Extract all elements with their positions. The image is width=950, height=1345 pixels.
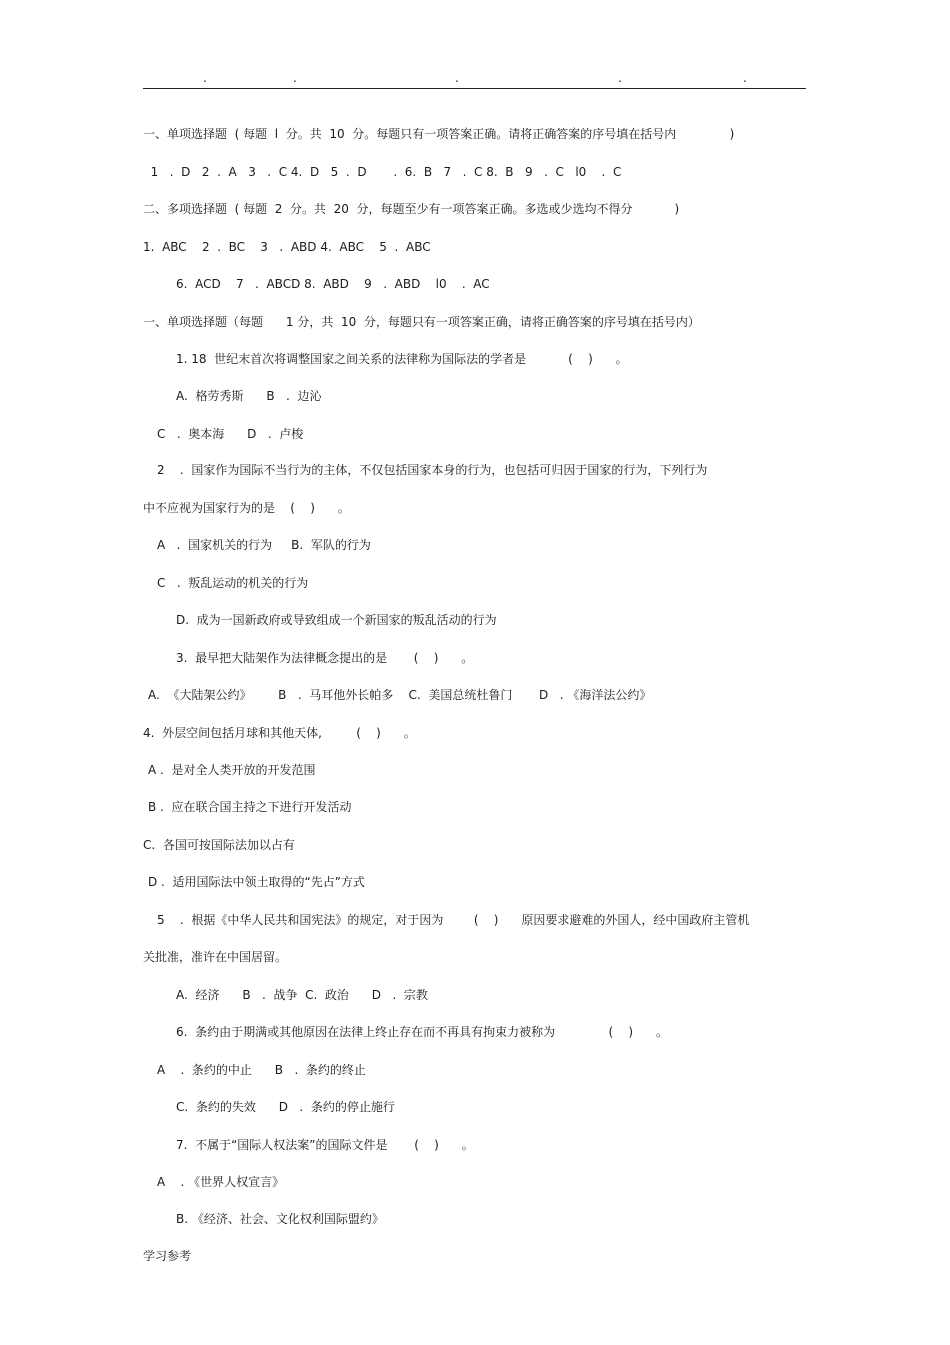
question-1-options-ab: A. 格劳秀斯 B . 边沁: [176, 389, 322, 403]
question-2-options-ab: A . 国家机关的行为 B. 军队的行为: [157, 538, 371, 552]
question-4-option-d: D . 适用国际法中领土取得的“先占”方式: [148, 875, 365, 889]
question-2-option-c: C . 叛乱运动的机关的行为: [157, 576, 309, 590]
question-4-option-a: A . 是对全人类开放的开发范围: [148, 763, 316, 777]
question-4-option-c: C. 各国可按国际法加以占有: [143, 838, 295, 852]
question-5-line-1: 5 . 根据《中华人民共和国宪法》的规定，对于因为 ( ) 原因要求避难的外国人，经中国政府主管机: [157, 913, 750, 927]
question-3: 3. 最早把大陆架作为法律概念提出的是 ( ) 。: [176, 651, 474, 665]
header-dot: .: [743, 71, 747, 85]
question-7: 7. 不属于“国际人权法案”的国际文件是 ( ) 。: [176, 1138, 474, 1152]
section-heading-multiple-choice-answers: 二、多项选择题 ( 每题 2 分。共 20 分，每题至少有一项答案正确。多选或少选均不得分 ): [143, 202, 680, 216]
question-4: 4. 外层空间包括月球和其他天体, ( ) 。: [143, 726, 416, 740]
question-6-options-cd: C. 条约的失效 D . 条约的停止施行: [176, 1100, 395, 1114]
question-6-options-ab: A . 条约的中止 B . 条约的终止: [157, 1063, 366, 1077]
header-rule: [143, 88, 806, 89]
question-1: 1. 18 世纪末首次将调整国家之间关系的法律称为国际法的学者是 ( ) 。: [176, 352, 628, 366]
header-dot: .: [203, 71, 207, 85]
multiple-choice-answer-key-1: 1. ABC 2 . BC 3 . ABD 4. ABC 5 . ABC: [143, 240, 431, 254]
single-choice-answer-key: 1 . D 2 . A 3 . C 4. D 5 . D . 6. B 7 . C 8. B 9 . C l0 . C: [143, 165, 622, 179]
question-7-option-b: B. 《经济、社会、文化权利国际盟约》: [176, 1212, 384, 1226]
question-4-option-b: B . 应在联合国主持之下进行开发活动: [148, 800, 352, 814]
question-2-option-d: D. 成为一国新政府或导致组成一个新国家的叛乱活动的行为: [176, 613, 497, 627]
section-heading-single-choice-answers: 一、单项选择题 ( 每题 l 分。共 10 分。每题只有一项答案正确。请将正确答案的序号填在括号内 ): [143, 127, 735, 141]
question-5-options: A. 经济 B . 战争 C. 政治 D . 宗教: [176, 988, 428, 1002]
question-1-options-cd: C . 奥本海 D . 卢梭: [157, 427, 304, 441]
question-5-line-2: 关批准，准许在中国居留。: [143, 950, 288, 964]
question-6: 6. 条约由于期满或其他原因在法律上终止存在而不再具有拘束力被称为 ( ) 。: [176, 1025, 668, 1039]
question-3-options: A. 《大陆架公约》 B . 马耳他外长帕多 C. 美国总统杜鲁门 D . 《海洋法公约》: [148, 688, 652, 702]
multiple-choice-answer-key-2: 6. ACD 7 . ABCD 8. ABD 9 . ABD l0 . AC: [176, 277, 490, 291]
footer-label: 学习参考: [143, 1249, 192, 1263]
header-dots: [143, 72, 806, 88]
question-2-line-2: 中不应视为国家行为的是 ( ) 。: [143, 501, 350, 515]
question-7-option-a: A . 《世界人权宣言》: [157, 1175, 285, 1189]
header-dot: .: [293, 71, 297, 85]
section-heading-single-choice: 一、单项选择题（每题 1 分，共 10 分，每题只有一项答案正确，请将正确答案的序号填在括号内）: [143, 315, 700, 329]
question-2-line-1: 2 . 国家作为国际不当行为的主体，不仅包括国家本身的行为，也包括可归因于国家的行为，下列行为: [157, 463, 708, 477]
header-dot: .: [455, 71, 459, 85]
header-dot: .: [618, 71, 622, 85]
